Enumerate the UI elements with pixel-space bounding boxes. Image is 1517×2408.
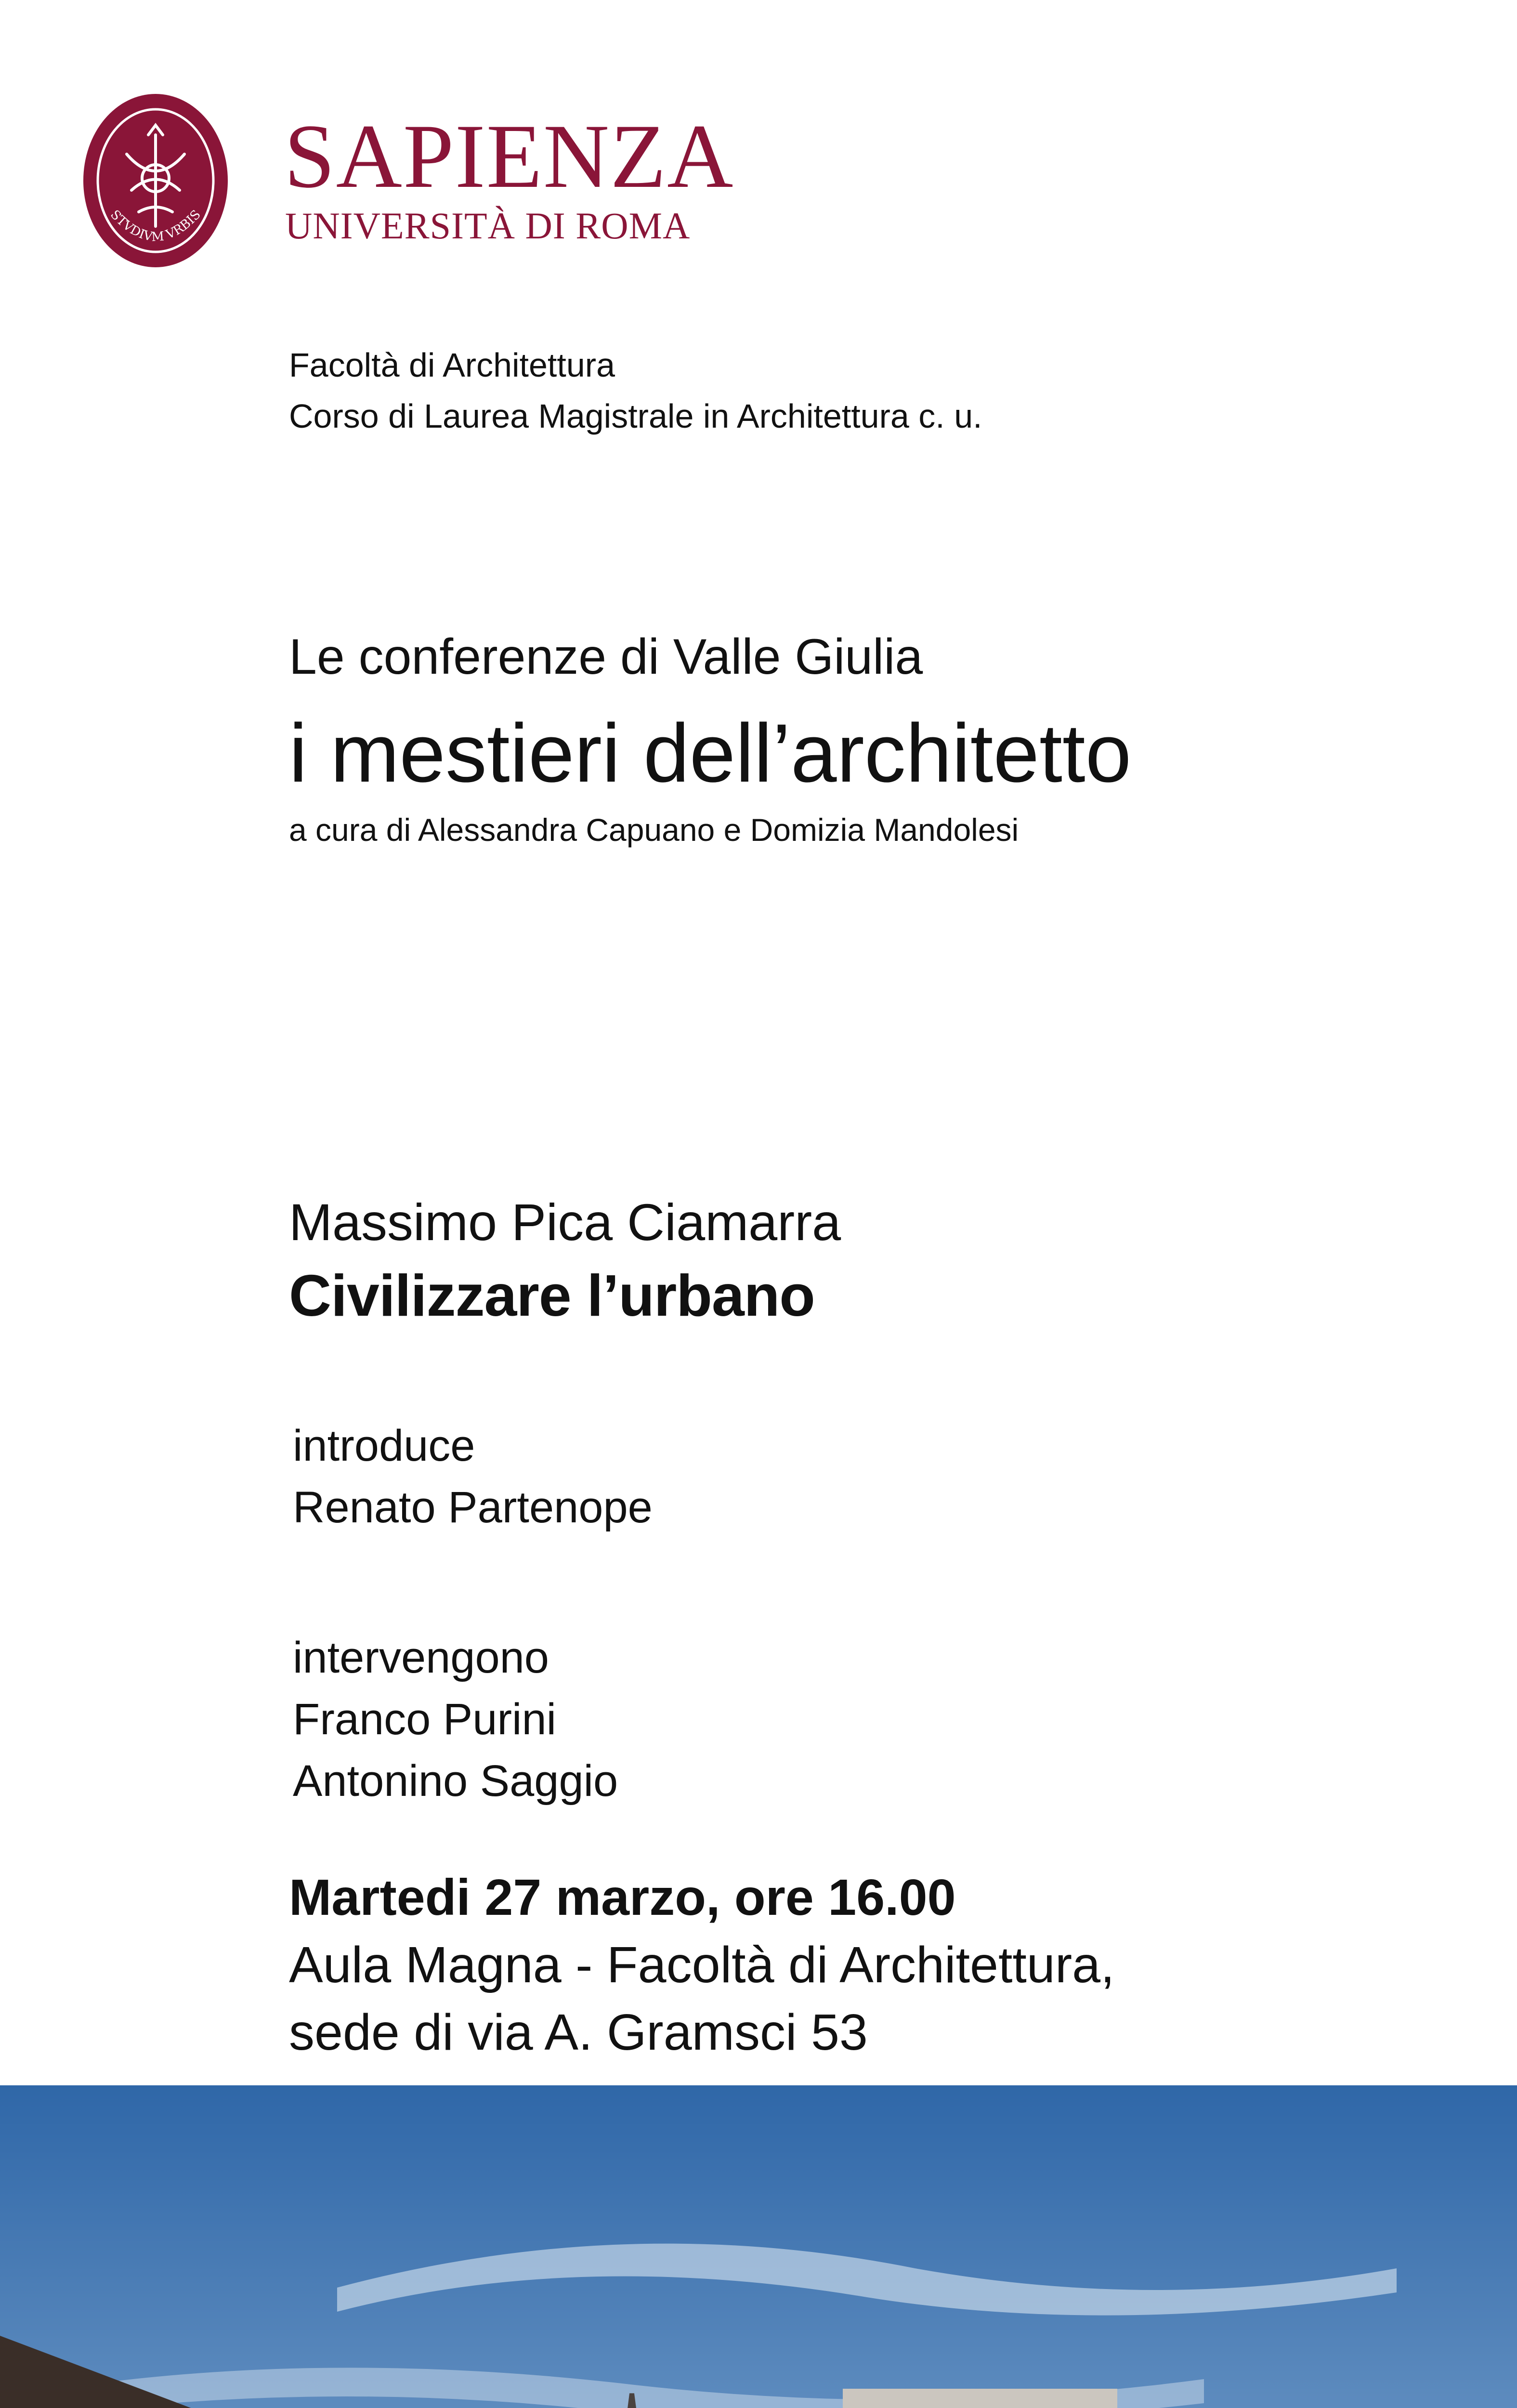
discussants-label: intervengono xyxy=(293,1633,549,1682)
event-venue-line2: sede di via A. Gramsci 53 xyxy=(289,2004,868,2061)
building xyxy=(843,2389,1117,2408)
introduction-person: Renato Partenope xyxy=(293,1483,653,1532)
event-datetime: Martedi 27 marzo, ore 16.00 xyxy=(289,1869,956,1926)
university-seal xyxy=(81,92,230,270)
talk-title: Civilizzare l’urbano xyxy=(289,1263,815,1328)
introduction-label: introduce xyxy=(293,1421,475,1470)
series-curators: a cura di Alessandra Capuano e Domizia Mandolesi xyxy=(289,812,1019,848)
series-name: Le conferenze di Valle Giulia xyxy=(289,629,923,685)
museum-photo xyxy=(0,2085,1517,2408)
discussant-name: Franco Purini xyxy=(293,1695,557,1744)
discussant-name: Antonino Saggio xyxy=(293,1756,618,1806)
seal-motto: STVDIVM VRBIS xyxy=(107,207,204,245)
brand-subtitle: UNIVERSITÀ DI ROMA xyxy=(285,205,691,247)
faculty-name: Facoltà di Architettura xyxy=(289,346,615,384)
sky xyxy=(0,2085,1517,2408)
series-title: i mestieri dell’architetto xyxy=(289,707,1132,799)
event-venue-line1: Aula Magna - Facoltà di Architettura, xyxy=(289,1937,1115,1993)
brand-name: SAPIENZA xyxy=(284,106,734,207)
course-name: Corso di Laurea Magistrale in Architettura c. u. xyxy=(289,397,982,435)
institution-block xyxy=(289,340,982,442)
speaker-name: Massimo Pica Ciamarra xyxy=(289,1193,841,1251)
